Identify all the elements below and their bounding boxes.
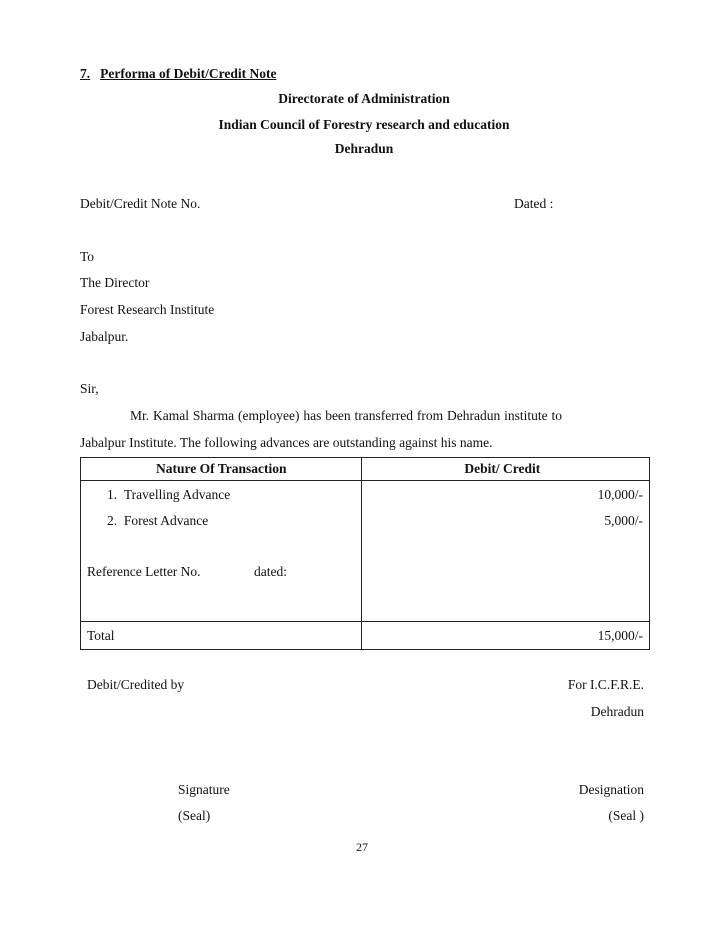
item-number: 2.: [107, 513, 118, 528]
signature-label: Signature: [178, 782, 230, 797]
item-amount: 10,000/-: [597, 487, 643, 502]
org-line-council: Indian Council of Forestry research and education: [218, 117, 510, 132]
signature-seal-label: (Seal): [178, 808, 211, 823]
transaction-list-cell: [81, 481, 362, 622]
table-total-row: [81, 622, 650, 650]
section-heading: [80, 66, 276, 82]
transactions-table: [80, 457, 650, 650]
designation-seal-label: (Seal ): [608, 808, 644, 823]
total-amount: 15,000/-: [362, 622, 650, 650]
header-nature: Nature Of Transaction: [81, 458, 362, 481]
reference-dated-label: dated:: [254, 564, 287, 579]
section-number: 7.: [80, 66, 91, 81]
item-amount: 5,000/-: [604, 513, 643, 528]
address-line-institute: Forest Research Institute: [80, 302, 215, 317]
item-label: Forest Advance: [123, 513, 209, 528]
org-line-city: Dehradun: [334, 141, 394, 156]
salutation: Sir,: [80, 381, 99, 396]
body-line-1: Mr. Kamal Sharma (employee) has been transferred from Dehradun institute to: [130, 408, 562, 423]
item-number: 1.: [107, 487, 118, 502]
address-line-city: Jabalpur.: [80, 329, 129, 344]
for-icfre-city: Dehradun: [590, 704, 644, 719]
amount-list-cell: [362, 481, 650, 622]
org-line-directorate: Directorate of Administration: [278, 91, 450, 106]
address-line-director: The Director: [80, 275, 150, 290]
body-line-2: Jabalpur Institute. The following advances are outstanding against his name.: [80, 435, 493, 450]
list-item: [107, 513, 208, 529]
table-body-row: [81, 481, 650, 622]
debited-by-label: Debit/Credited by: [87, 677, 185, 692]
section-title: Performa of Debit/Credit Note: [100, 66, 277, 81]
note-number-label: Debit/Credit Note No.: [80, 196, 201, 211]
header-amount: Debit/ Credit: [362, 458, 650, 481]
page-number: 27: [356, 840, 368, 854]
list-item: [107, 487, 230, 503]
table-header-row: [81, 458, 650, 481]
designation-label: Designation: [578, 782, 644, 797]
total-label: Total: [81, 622, 362, 650]
item-label: Travelling Advance: [123, 487, 231, 502]
address-to: To: [80, 249, 95, 264]
reference-letter-label: Reference Letter No.: [87, 564, 201, 579]
note-dated-label: Dated :: [514, 196, 554, 211]
for-icfre-label: For I.C.F.R.E.: [567, 677, 644, 692]
